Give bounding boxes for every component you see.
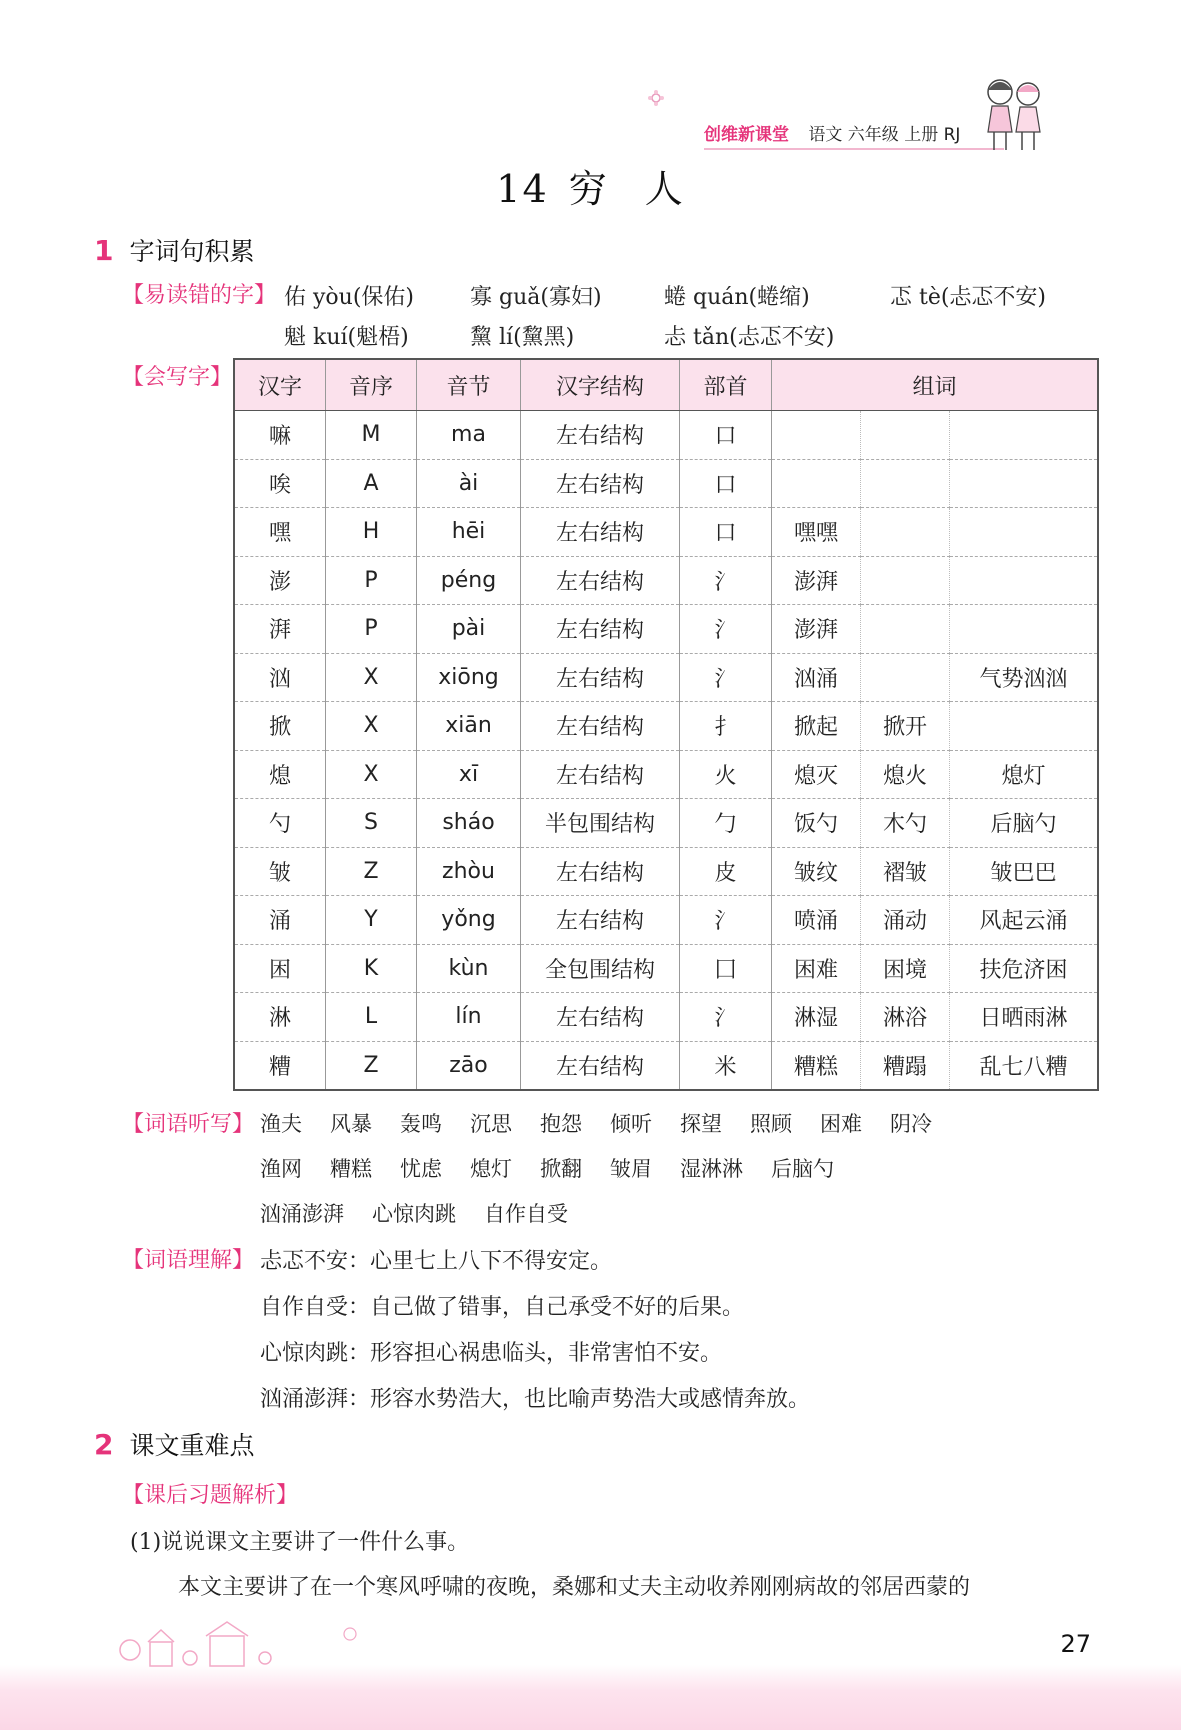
easy-mistake-item: 佑 yòu(保佑) [284, 285, 415, 310]
write-chars-tag: 【会写字】 [122, 365, 233, 390]
cell-word: 澎湃 [772, 605, 861, 654]
cell-structure: 左右结构 [521, 896, 680, 945]
page-number: 27 [1060, 1630, 1091, 1658]
cell-word: 困境 [861, 944, 950, 993]
cell-radical: 勹 [680, 799, 772, 848]
table-row [234, 411, 1098, 460]
cell-structure: 左右结构 [521, 1041, 680, 1090]
course-info: 语文 六年级 上册 RJ [808, 125, 961, 145]
header-divider [704, 148, 1004, 150]
dictation-word: 风暴 [330, 1112, 372, 1136]
cell-yinxu: X [326, 653, 417, 702]
dictation-word: 探望 [680, 1112, 722, 1136]
cell-word: 糟糕 [772, 1041, 861, 1090]
table-row [234, 702, 1098, 751]
dictation-row [260, 1153, 862, 1183]
cell-word: 困难 [772, 944, 861, 993]
cell-word [861, 459, 950, 508]
cell-yinjie: zāo [417, 1041, 521, 1090]
characters-table [233, 358, 1099, 1091]
cell-yinjie: kùn [417, 944, 521, 993]
cell-yinjie: péng [417, 556, 521, 605]
cell-word: 褶皱 [861, 847, 950, 896]
table-row [234, 1041, 1098, 1090]
dictation-word: 渔网 [260, 1157, 302, 1181]
cell-word: 扶危济困 [950, 944, 1099, 993]
cell-word: 风起云涌 [950, 896, 1099, 945]
header-yinxu: 音序 [326, 359, 417, 411]
dictation-word: 自作自受 [484, 1202, 568, 1226]
section-number: 1 [94, 234, 114, 267]
cell-hanzi: 嘿 [234, 508, 326, 557]
table-row [234, 653, 1098, 702]
flower-icon [646, 88, 666, 108]
footer-band [0, 1665, 1181, 1730]
dictation-word: 糟糕 [330, 1157, 372, 1181]
cell-word: 喷涌 [772, 896, 861, 945]
table-header-row [234, 359, 1098, 411]
page-header [640, 112, 1060, 152]
cell-yinjie: zhòu [417, 847, 521, 896]
cell-word [950, 702, 1099, 751]
dictation-word: 熄灯 [470, 1157, 512, 1181]
section-2-heading [94, 1426, 255, 1462]
cell-word: 皱纹 [772, 847, 861, 896]
header-words: 组词 [772, 359, 1099, 411]
cell-hanzi: 澎 [234, 556, 326, 605]
cell-hanzi: 熄 [234, 750, 326, 799]
cell-yinxu: Z [326, 1041, 417, 1090]
cell-structure: 左右结构 [521, 702, 680, 751]
cell-structure: 左右结构 [521, 508, 680, 557]
cell-yinxu: Z [326, 847, 417, 896]
cell-word: 汹涌 [772, 653, 861, 702]
cell-hanzi: 掀 [234, 702, 326, 751]
dictation-word: 照顾 [750, 1112, 792, 1136]
cell-word: 熄灭 [772, 750, 861, 799]
exercise-answer: 本文主要讲了在一个寒风呼啸的夜晚，桑娜和丈夫主动收养刚刚病故的邻居西蒙的 [178, 1575, 971, 1600]
cell-word [950, 411, 1099, 460]
cell-yinjie: hēi [417, 508, 521, 557]
brand-name: 创维新课堂 [704, 125, 789, 145]
dictation-row [260, 1108, 960, 1138]
cell-structure: 全包围结构 [521, 944, 680, 993]
section-title: 字词句积累 [129, 237, 255, 266]
definition-item: 汹涌澎湃：形容水势浩大，也比喻声势浩大或感情奔放。 [260, 1387, 811, 1412]
dictation-word: 掀翻 [540, 1157, 582, 1181]
table-row [234, 508, 1098, 557]
cell-radical: 氵 [680, 556, 772, 605]
easy-mistake-tag: 【易读错的字】 [122, 283, 277, 308]
definition-item: 自作自受：自己做了错事，自己承受不好的后果。 [260, 1295, 745, 1320]
table-row [234, 799, 1098, 848]
cell-yinjie: xiōng [417, 653, 521, 702]
cell-radical: 口 [680, 459, 772, 508]
dictation-word: 沉思 [470, 1112, 512, 1136]
dictation-word: 阴冷 [890, 1112, 932, 1136]
cell-word: 皱巴巴 [950, 847, 1099, 896]
cell-word: 木勺 [861, 799, 950, 848]
easy-mistake-item: 忑 tè(忐忑不安) [890, 285, 1047, 310]
table-row [234, 993, 1098, 1042]
cell-radical: 氵 [680, 605, 772, 654]
cell-yinxu: P [326, 605, 417, 654]
cell-word: 熄灯 [950, 750, 1099, 799]
cell-hanzi: 唉 [234, 459, 326, 508]
cell-radical: 皮 [680, 847, 772, 896]
cell-radical: 口 [680, 411, 772, 460]
title-char-2: 人 [644, 167, 685, 211]
cell-radical: 氵 [680, 993, 772, 1042]
cell-radical: 扌 [680, 702, 772, 751]
cell-hanzi: 皱 [234, 847, 326, 896]
cell-structure: 左右结构 [521, 605, 680, 654]
cell-yinxu: X [326, 702, 417, 751]
table-row [234, 750, 1098, 799]
cell-word [861, 653, 950, 702]
cell-word [950, 459, 1099, 508]
cell-hanzi: 淋 [234, 993, 326, 1042]
dictation-word: 心惊肉跳 [372, 1202, 456, 1226]
cell-structure: 半包围结构 [521, 799, 680, 848]
table-row [234, 605, 1098, 654]
cell-word [861, 508, 950, 557]
cell-word: 气势汹汹 [950, 653, 1099, 702]
cell-structure: 左右结构 [521, 556, 680, 605]
lesson-number: 14 [496, 167, 549, 211]
cell-structure: 左右结构 [521, 847, 680, 896]
cell-yinjie: sháo [417, 799, 521, 848]
cell-yinjie: lín [417, 993, 521, 1042]
cell-radical: 米 [680, 1041, 772, 1090]
cell-yinxu: K [326, 944, 417, 993]
cell-word [772, 411, 861, 460]
cell-yinxu: H [326, 508, 417, 557]
cell-word: 澎湃 [772, 556, 861, 605]
exercise-tag: 【课后习题解析】 [122, 1483, 299, 1508]
section-number: 2 [94, 1428, 114, 1461]
header-hanzi: 汉字 [234, 359, 326, 411]
dictation-word: 湿淋淋 [680, 1157, 743, 1181]
understanding-tag: 【词语理解】 [122, 1248, 255, 1273]
cell-hanzi: 汹 [234, 653, 326, 702]
easy-mistake-item: 黧 lí(黧黑) [470, 325, 575, 350]
section-title: 课文重难点 [129, 1431, 255, 1460]
header-yinjie: 音节 [417, 359, 521, 411]
cell-radical: 氵 [680, 653, 772, 702]
dictation-word: 皱眉 [610, 1157, 652, 1181]
table-row [234, 944, 1098, 993]
cell-yinjie: yǒng [417, 896, 521, 945]
cell-word: 淋湿 [772, 993, 861, 1042]
cell-radical: 口 [680, 508, 772, 557]
cell-yinxu: Y [326, 896, 417, 945]
cell-yinxu: S [326, 799, 417, 848]
dictation-word: 倾听 [610, 1112, 652, 1136]
dictation-word: 汹涌澎湃 [260, 1202, 344, 1226]
cell-word [772, 459, 861, 508]
cell-word [950, 605, 1099, 654]
table-row [234, 459, 1098, 508]
cell-word [861, 556, 950, 605]
cell-hanzi: 糟 [234, 1041, 326, 1090]
dictation-word: 后脑勺 [771, 1157, 834, 1181]
exercise-question: (1)说说课文主要讲了一件什么事。 [130, 1530, 470, 1555]
cell-hanzi: 勺 [234, 799, 326, 848]
header-radical: 部首 [680, 359, 772, 411]
kids-illustration-icon [970, 70, 1060, 160]
dictation-word: 困难 [820, 1112, 862, 1136]
title-char-1: 穷 [568, 167, 609, 211]
cell-word: 掀开 [861, 702, 950, 751]
cell-hanzi: 涌 [234, 896, 326, 945]
easy-mistake-item: 魁 kuí(魁梧) [284, 325, 409, 350]
cell-structure: 左右结构 [521, 993, 680, 1042]
section-1-heading [94, 232, 255, 268]
easy-mistake-item: 蜷 quán(蜷缩) [664, 285, 810, 310]
dictation-word: 渔夫 [260, 1112, 302, 1136]
cell-yinxu: L [326, 993, 417, 1042]
table-row [234, 556, 1098, 605]
cell-word: 日晒雨淋 [950, 993, 1099, 1042]
cell-structure: 左右结构 [521, 750, 680, 799]
cell-hanzi: 湃 [234, 605, 326, 654]
cell-word [861, 411, 950, 460]
definition-item: 忐忑不安：心里七上八下不得安定。 [260, 1249, 613, 1274]
dictation-word: 抱怨 [540, 1112, 582, 1136]
definition-item: 心惊肉跳：形容担心祸患临头，非常害怕不安。 [260, 1341, 723, 1366]
cell-radical: 囗 [680, 944, 772, 993]
cell-yinxu: A [326, 459, 417, 508]
dictation-word: 轰鸣 [400, 1112, 442, 1136]
cell-yinjie: ài [417, 459, 521, 508]
cell-yinxu: M [326, 411, 417, 460]
cell-word [950, 508, 1099, 557]
dictation-tag: 【词语听写】 [122, 1112, 255, 1137]
cell-yinxu: X [326, 750, 417, 799]
cell-hanzi: 困 [234, 944, 326, 993]
cell-word: 乱七八糟 [950, 1041, 1099, 1090]
table-row [234, 896, 1098, 945]
table-row [234, 847, 1098, 896]
cell-word: 饭勺 [772, 799, 861, 848]
easy-mistake-item: 寡 guǎ(寡妇) [470, 285, 602, 310]
cell-word [950, 556, 1099, 605]
cell-word: 后脑勺 [950, 799, 1099, 848]
cell-structure: 左右结构 [521, 411, 680, 460]
cell-word: 熄火 [861, 750, 950, 799]
cell-yinjie: ma [417, 411, 521, 460]
cell-structure: 左右结构 [521, 459, 680, 508]
cell-yinjie: xī [417, 750, 521, 799]
lesson-title [0, 158, 1181, 213]
cell-yinjie: xiān [417, 702, 521, 751]
cell-yinjie: pài [417, 605, 521, 654]
cell-word: 嘿嘿 [772, 508, 861, 557]
cell-word [861, 605, 950, 654]
easy-mistake-item: 忐 tǎn(忐忑不安) [664, 325, 835, 350]
town-illustration-icon [110, 1620, 370, 1670]
cell-hanzi: 嘛 [234, 411, 326, 460]
header-structure: 汉字结构 [521, 359, 680, 411]
cell-structure: 左右结构 [521, 653, 680, 702]
cell-radical: 火 [680, 750, 772, 799]
dictation-row [260, 1198, 596, 1228]
cell-word: 涌动 [861, 896, 950, 945]
cell-radical: 氵 [680, 896, 772, 945]
cell-yinxu: P [326, 556, 417, 605]
cell-word: 掀起 [772, 702, 861, 751]
cell-word: 糟蹋 [861, 1041, 950, 1090]
cell-word: 淋浴 [861, 993, 950, 1042]
dictation-word: 忧虑 [400, 1157, 442, 1181]
